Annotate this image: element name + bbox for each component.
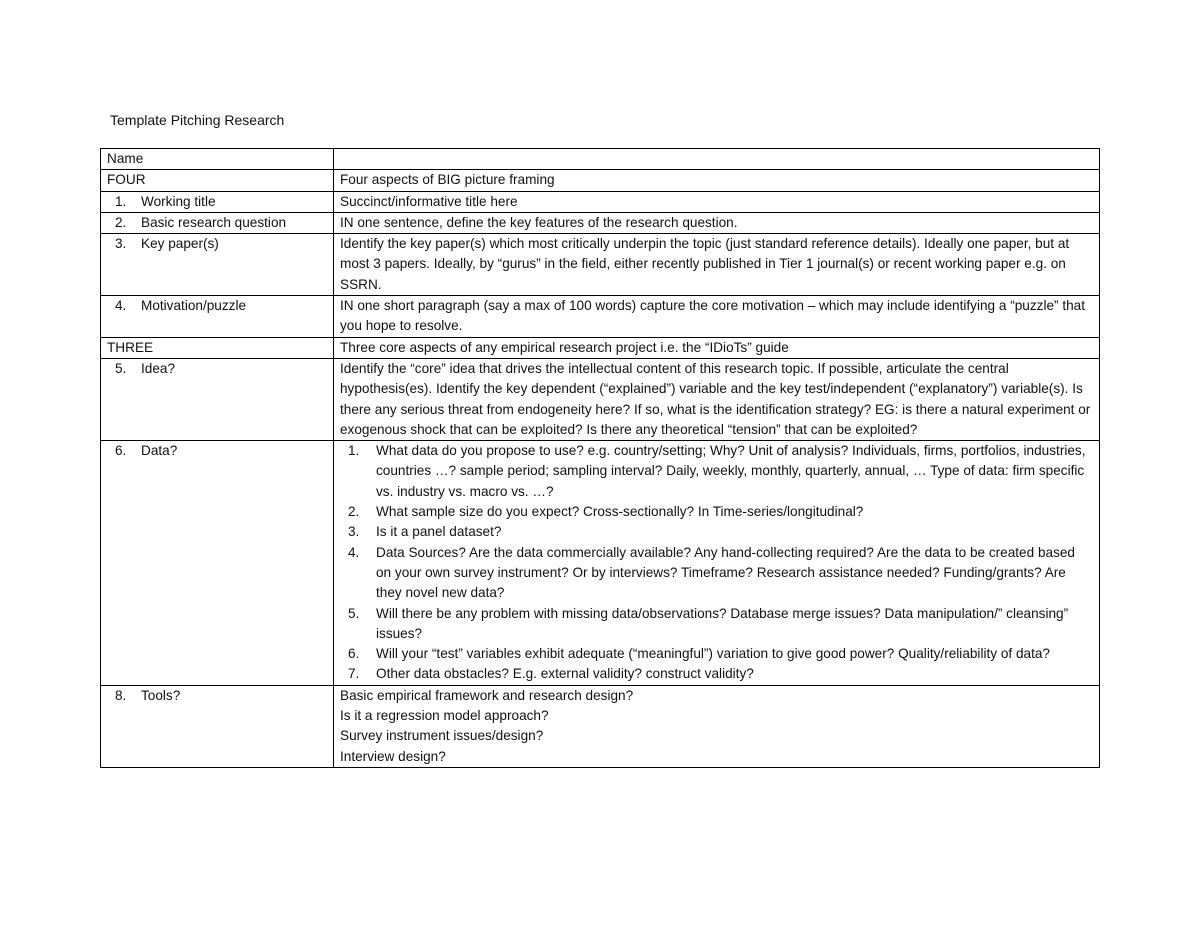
list-item-number: 2. bbox=[348, 504, 360, 520]
pitch-table bbox=[100, 148, 1100, 768]
row-value bbox=[334, 212, 1100, 233]
row-value bbox=[334, 170, 1100, 191]
list-item-number: 4. bbox=[348, 544, 360, 560]
row-label-text: Idea? bbox=[141, 360, 176, 376]
list-item-number: 5. bbox=[348, 605, 360, 621]
list-item-text: Will there be any problem with missing data/observations? Database merge issues? Data manipulation/” cleansing” issues? bbox=[376, 605, 1069, 641]
list-item-number: 7. bbox=[348, 666, 360, 682]
row-value bbox=[334, 234, 1100, 296]
tools-line: Interview design? bbox=[340, 748, 446, 764]
list-item-text: Data Sources? Are the data commercially available? Any hand-collecting required? Are the data to be created based on your own survey instrument? Or by interviews? Timeframe? Research assistance needed? Funding/grants? Are they novel new data? bbox=[376, 544, 1075, 601]
item-number: 8. bbox=[115, 687, 127, 703]
table-row-tools bbox=[101, 685, 1100, 767]
row-label bbox=[101, 296, 334, 338]
row-value-text: Three core aspects of any empirical research project i.e. the “IDioTs” guide bbox=[340, 339, 789, 355]
table-row-idea bbox=[101, 358, 1100, 440]
table-row-three bbox=[101, 337, 1100, 358]
list-item bbox=[340, 543, 1093, 604]
table-row-name bbox=[101, 149, 1100, 170]
list-item-number: 1. bbox=[348, 443, 360, 459]
row-label-text: THREE bbox=[107, 339, 154, 355]
row-label-text: FOUR bbox=[107, 172, 146, 188]
row-label-text: Key paper(s) bbox=[141, 236, 219, 252]
tools-line: Basic empirical framework and research design? bbox=[340, 687, 634, 703]
item-number: 6. bbox=[115, 443, 127, 459]
list-item-number: 3. bbox=[348, 524, 360, 540]
empty-cell bbox=[340, 149, 1093, 169]
list-item-text: Other data obstacles? E.g. external validity? construct validity? bbox=[376, 666, 754, 682]
row-value-text: IN one short paragraph (say a max of 100 words) capture the core motivation – which may include identifying a “puzzle” that you hope to resolve. bbox=[340, 298, 1086, 334]
row-value-empty bbox=[334, 149, 1100, 170]
list-item bbox=[340, 502, 1093, 522]
list-item bbox=[340, 441, 1093, 502]
tools-line: Survey instrument issues/design? bbox=[340, 728, 544, 744]
row-value bbox=[334, 337, 1100, 358]
row-label bbox=[101, 170, 334, 191]
row-label-text: Tools? bbox=[141, 687, 181, 703]
row-label bbox=[101, 358, 334, 440]
row-value bbox=[334, 358, 1100, 440]
row-label-text: Motivation/puzzle bbox=[141, 298, 247, 314]
row-label bbox=[101, 212, 334, 233]
list-item-text: Is it a panel dataset? bbox=[376, 524, 502, 540]
row-label-text: Working title bbox=[141, 193, 216, 209]
item-number: 2. bbox=[115, 214, 127, 230]
data-question-list bbox=[340, 441, 1093, 685]
row-value bbox=[334, 191, 1100, 212]
table-row-four bbox=[101, 170, 1100, 191]
row-label bbox=[101, 149, 334, 170]
item-number: 1. bbox=[115, 193, 127, 209]
row-label bbox=[101, 191, 334, 212]
tools-line: Is it a regression model approach? bbox=[340, 708, 549, 724]
table-row-basic-question bbox=[101, 212, 1100, 233]
row-value bbox=[334, 296, 1100, 338]
row-value-text: Succinct/informative title here bbox=[340, 193, 518, 209]
page-title: Template Pitching Research bbox=[110, 112, 285, 128]
table-row-working-title bbox=[101, 191, 1100, 212]
table-row-key-papers bbox=[101, 234, 1100, 296]
item-number: 3. bbox=[115, 236, 127, 252]
list-item-text: Will your “test” variables exhibit adequate (“meaningful”) variation to give good power? Quality/reliability of data? bbox=[376, 646, 1050, 662]
row-value bbox=[334, 441, 1100, 686]
item-number: 5. bbox=[115, 360, 127, 376]
list-item-text: What data do you propose to use? e.g. country/setting; Why? Unit of analysis? Individuals, firms, portfolios, industries, countries …? sample period; sampling interval? Daily, weekly, monthly, quarterly, annual, … Type of data: firm specific vs. industry vs. macro vs. …? bbox=[376, 443, 1086, 499]
row-label bbox=[101, 441, 334, 686]
table-row-data bbox=[101, 441, 1100, 686]
row-label-text: Name bbox=[107, 151, 144, 166]
row-value-text: IN one sentence, define the key features of the research question. bbox=[340, 214, 738, 230]
table-row-motivation bbox=[101, 296, 1100, 338]
row-value-text: Identify the key paper(s) which most critically underpin the topic (just standard reference details). Ideally one paper, but at most 3 papers. Ideally, by “gurus” in the field, either recently published in Tier 1 journal(s) or recent working paper e.g. on SSRN. bbox=[340, 236, 1070, 292]
row-value-text: Identify the “core” idea that drives the intellectual content of this research topic. If possible, articulate the central hypothesis(es). Identify the key dependent (“explained”) variable and the key test/independent (“explanatory”) variable(s). Is there any serious threat from endogeneity here? If so, what is the identification strategy? EG: is there a natural experiment or exogenous shock that can be exploited? Is there any theoretical “tension” that can be exploited? bbox=[340, 360, 1091, 437]
list-item bbox=[340, 644, 1093, 664]
row-label bbox=[101, 234, 334, 296]
list-item-text: What sample size do you expect? Cross-sectionally? In Time-series/longitudinal? bbox=[376, 504, 864, 520]
list-item-number: 6. bbox=[348, 646, 360, 662]
row-label-text: Data? bbox=[141, 443, 178, 459]
list-item bbox=[340, 522, 1093, 542]
row-label bbox=[101, 337, 334, 358]
list-item bbox=[340, 664, 1093, 684]
row-label-text: Basic research question bbox=[141, 214, 287, 230]
item-number: 4. bbox=[115, 298, 127, 314]
row-label bbox=[101, 685, 334, 767]
list-item bbox=[340, 604, 1093, 645]
row-value-text: Four aspects of BIG picture framing bbox=[340, 172, 555, 188]
row-value bbox=[334, 685, 1100, 767]
